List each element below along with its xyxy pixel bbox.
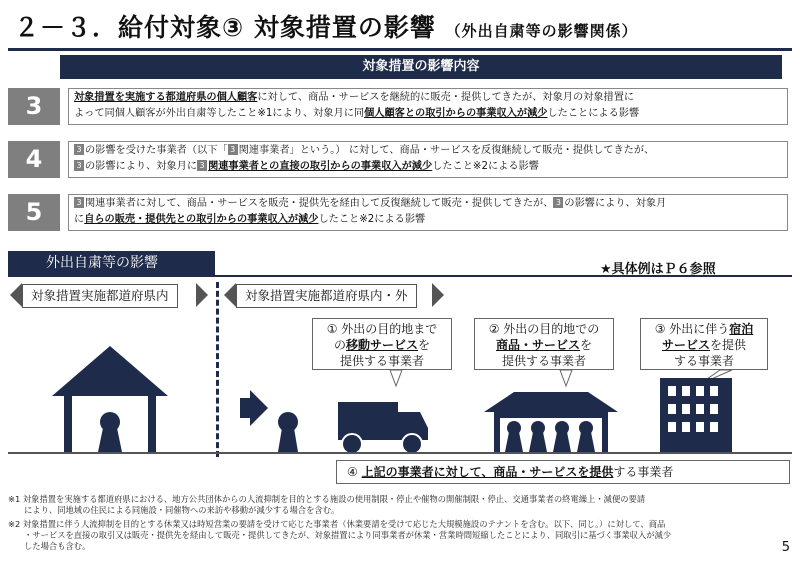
emphasis-text: 関連事業者との直接の取引からの事業収入が減少 xyxy=(208,161,433,172)
box-upstream-supplier xyxy=(336,460,790,484)
text-run: ④ xyxy=(347,465,362,479)
ref-badge-icon: 3 xyxy=(74,197,84,208)
zone-label-inside: 対象措置実施都道府県内 xyxy=(22,284,178,308)
row-text xyxy=(68,88,788,125)
emphasis-text: 自らの販売・提供先との取引からの事業収入が減少 xyxy=(84,214,319,225)
text-run: に対して、商品・サービスを継続的に販売・提供してきたが、対象月の対象措置に xyxy=(257,92,635,103)
text-run: する事業者 xyxy=(613,465,674,479)
callout-tail xyxy=(560,370,572,386)
page-title xyxy=(14,8,638,44)
page-number: 5 xyxy=(781,540,790,555)
title-sub: （外出自粛等の影響関係） xyxy=(445,22,638,40)
row-text xyxy=(68,141,788,178)
ref-badge-icon: 3 xyxy=(228,144,238,155)
row-line-1 xyxy=(74,90,782,106)
emphasis-text: 対象措置を実施する都道府県の個人顧客 xyxy=(74,92,258,103)
ref-badge-icon: 3 xyxy=(74,160,84,171)
emphasis-text: 個人顧客との取引からの事業収入が減少 xyxy=(364,108,548,119)
impact-header-band: 対象措置の影響内容 xyxy=(60,55,782,79)
store-icon xyxy=(484,392,618,452)
person-icon xyxy=(278,412,298,452)
section-tab-label: 外出自粛等の影響 xyxy=(8,251,215,275)
zone-label-both: 対象措置実施都道府県内・外 xyxy=(236,284,417,308)
text-run: 関連事業者に対して、商品・サービスを販売・提供先を経由して反復継続して販売・提供してきたが、 xyxy=(85,198,554,209)
text-run: したことによる影響 xyxy=(547,108,640,119)
row-number: 4 xyxy=(8,141,60,178)
row-line-1 xyxy=(74,196,782,212)
text-run: よって同個人顧客が外出自粛等したこと※1により、対象月に同 xyxy=(74,108,365,119)
hotel-icon xyxy=(660,378,732,454)
text-run: の影響により、対象月 xyxy=(564,198,667,209)
illustration-scene xyxy=(0,300,800,460)
text-run: 関連事業者」という。） に対して、商品・サービスを反復継続して販売・提供してきたが、 xyxy=(238,145,655,156)
row-number: 5 xyxy=(8,194,60,231)
emphasis-text: 上記の事業者に対して、商品・サービスを提供 xyxy=(361,465,614,479)
ref-badge-icon: 3 xyxy=(74,144,84,155)
footnote-1-line-2: により、同地域の住民による同施設・同催物への来訪や移動が減少する場合を含む。 xyxy=(24,505,340,515)
callout-tail xyxy=(390,370,402,386)
row-line-2 xyxy=(74,212,782,228)
text-run: したこと※2による影響 xyxy=(432,161,539,172)
row-line-2 xyxy=(74,106,782,122)
ref-badge-icon: 3 xyxy=(553,197,563,208)
row-line-1 xyxy=(74,143,782,159)
customer-icons xyxy=(505,421,595,452)
impact-row-3 xyxy=(8,88,782,125)
title-divider xyxy=(8,48,792,51)
ref-badge-icon: 3 xyxy=(197,160,207,171)
footnote-1-line-1: ※1 対象措置を実施する都道府県における、地方公共団体からの人流抑制を目的とする施設の使用制限・停止や催物の開催制限・停止、交通事業者の終電繰上・減便の要請 xyxy=(8,494,646,504)
text-run: の影響により、対象月に xyxy=(85,161,198,172)
impact-row-4 xyxy=(8,141,782,178)
text-run: の影響を受けた事業者（以下「 xyxy=(85,145,228,156)
example-reference-note: ★具体例はＰ６参照 xyxy=(600,262,716,277)
box4-text xyxy=(347,465,673,479)
callout-lodging-provider: ③ 外出に伴う宿泊 サービスを提供 する事業者 xyxy=(640,318,768,370)
ground-line xyxy=(8,452,792,454)
row-number: 3 xyxy=(8,88,60,125)
callout-transport-provider: ① 外出の目的地まで の移動サービスを 提供する事業者 xyxy=(312,318,452,370)
footnote-2-line-2: ・サービスを直接の取引又は販売・提供先を経由して販売・提供してきたが、対象措置により同事業者が休業・営業時間短縮したことにより、同取引に基づく事業収入が減少 xyxy=(24,530,672,540)
truck-icon xyxy=(338,402,428,454)
title-main: ２－３．給付対象③ 対象措置の影響 xyxy=(14,13,436,42)
footnote-2-line-3: した場合も含む。 xyxy=(24,541,91,551)
impact-row-5 xyxy=(8,194,782,231)
movement-arrow-icon xyxy=(240,390,268,426)
row-line-2 xyxy=(74,159,782,175)
text-run: に xyxy=(74,214,85,225)
callout-goods-service-provider: ② 外出の目的地での 商品・サービスを 提供する事業者 xyxy=(474,318,614,370)
row-text xyxy=(68,194,788,231)
house-icon xyxy=(52,346,168,452)
footnote-2-line-1: ※2 対象措置に伴う人流抑制を目的とする休業又は時短営業の要請を受けて応じた事業者（休業要請を受けて応じた大規模施設のテナントを含む。以下、同じ。）に対して、商品 xyxy=(8,519,666,529)
text-run: したこと※2による影響 xyxy=(318,214,426,225)
